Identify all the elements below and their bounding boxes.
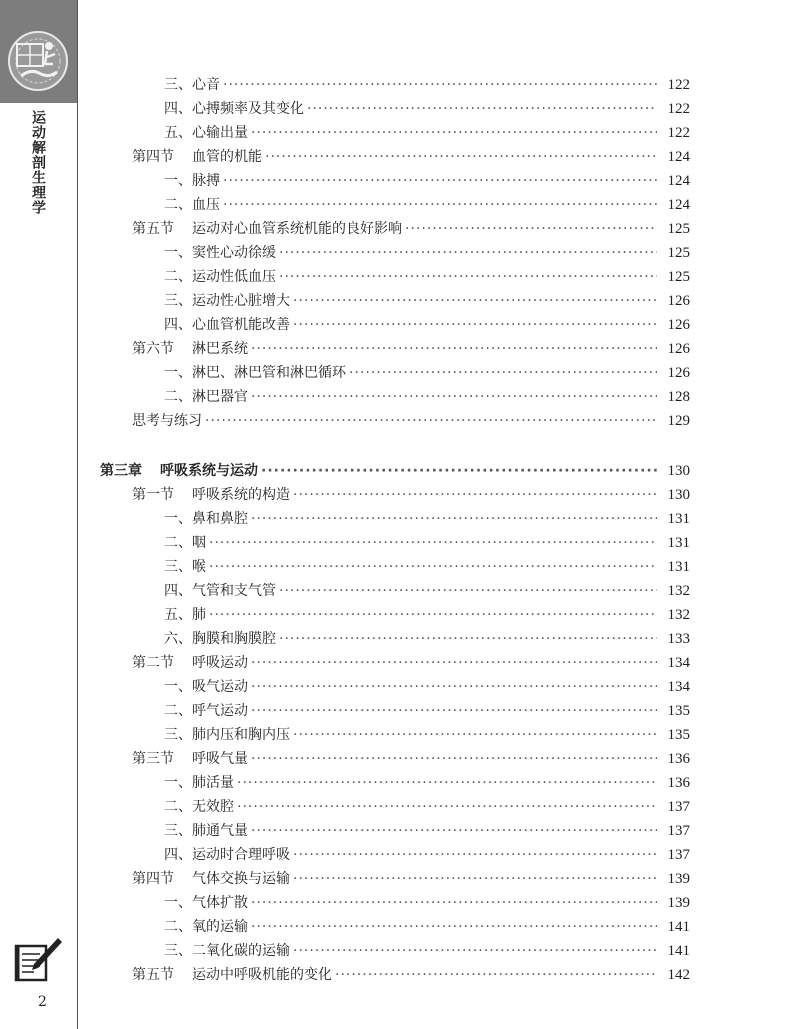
toc-page-number: 136 (667, 775, 690, 791)
toc-title: 肺内压和胸内压 (192, 727, 290, 743)
toc-leader-dots (293, 314, 657, 336)
toc-leader-dots (251, 386, 657, 408)
toc-title: 无效腔 (192, 799, 234, 815)
toc-section[interactable] (0, 964, 690, 986)
toc-number: 一、 (164, 245, 192, 261)
toc-item[interactable] (0, 700, 690, 722)
toc-leader-dots (251, 676, 657, 698)
page-number: 2 (38, 994, 47, 1010)
toc-number: 二、 (164, 535, 192, 551)
toc-leader-dots (265, 146, 657, 168)
toc-item[interactable] (0, 676, 690, 698)
toc-number: 第一节 (132, 487, 174, 503)
toc-section[interactable] (0, 748, 690, 770)
toc-title: 气体交换与运输 (192, 871, 290, 887)
toc-title: 心输出量 (192, 125, 248, 141)
toc-item[interactable] (0, 194, 690, 216)
toc-number: 四、 (164, 583, 192, 599)
toc-page-number: 125 (667, 221, 690, 237)
toc-leader-dots (251, 748, 657, 770)
toc-leader-dots (237, 772, 657, 794)
toc-section[interactable] (0, 146, 690, 168)
toc-title: 血压 (192, 197, 220, 213)
toc-item[interactable] (0, 820, 690, 842)
toc-page-number: 134 (667, 679, 690, 695)
toc-leader-dots (251, 122, 657, 144)
toc-page-number: 130 (667, 463, 690, 479)
toc-page-number: 141 (667, 943, 690, 959)
toc-leader-dots (293, 290, 657, 312)
toc-leader-dots (293, 940, 657, 962)
toc-number: 二、 (164, 919, 192, 935)
toc-title: 运动性低血压 (192, 269, 276, 285)
toc-leader-dots (293, 844, 657, 866)
toc-title: 氧的运输 (192, 919, 248, 935)
toc-title: 心血管机能改善 (192, 317, 290, 333)
toc-page-number: 135 (667, 703, 690, 719)
toc-page-number: 142 (667, 967, 690, 983)
toc-number: 第五节 (132, 221, 174, 237)
toc-leader-dots (279, 628, 657, 650)
toc-number: 一、 (164, 775, 192, 791)
toc-leader-dots (307, 98, 657, 120)
toc-leader-dots (209, 556, 657, 578)
toc-title: 喉 (192, 559, 206, 575)
toc-title: 肺通气量 (192, 823, 248, 839)
toc-number: 三、 (164, 559, 192, 575)
toc-page-number: 124 (667, 173, 690, 189)
toc-title: 呼吸系统的构造 (192, 487, 290, 503)
toc-leader-dots (223, 170, 657, 192)
toc-number: 第五节 (132, 967, 174, 983)
toc-number: 第三节 (132, 751, 174, 767)
toc-section[interactable] (0, 410, 690, 432)
toc-leader-dots (335, 964, 657, 986)
toc-item[interactable] (0, 628, 690, 650)
toc-item[interactable] (0, 580, 690, 602)
toc-section[interactable] (0, 218, 690, 240)
toc-leader-dots (237, 796, 657, 818)
toc-page-number: 126 (667, 341, 690, 357)
toc-leader-dots (251, 892, 657, 914)
toc-title: 运动对心血管系统机能的良好影响 (192, 221, 402, 237)
toc-number: 一、 (164, 679, 192, 695)
toc-title: 心搏频率及其变化 (192, 101, 304, 117)
toc-title: 吸气运动 (192, 679, 248, 695)
toc-page-number: 126 (667, 293, 690, 309)
toc-leader-dots (405, 218, 657, 240)
toc-number: 第六节 (132, 341, 174, 357)
toc-number: 一、 (164, 365, 192, 381)
toc-page-number: 132 (667, 607, 690, 623)
toc-page-number: 129 (667, 413, 690, 429)
toc-number: 四、 (164, 317, 192, 333)
toc-page-number: 131 (667, 511, 690, 527)
toc-page-number: 133 (667, 631, 690, 647)
toc-page-number: 131 (667, 535, 690, 551)
toc-item[interactable] (0, 122, 690, 144)
toc-leader-dots (251, 820, 657, 842)
toc-item[interactable] (0, 242, 690, 264)
toc-leader-dots (293, 484, 657, 506)
toc-page-number: 134 (667, 655, 690, 671)
toc-title: 呼气运动 (192, 703, 248, 719)
toc-item[interactable] (0, 940, 690, 962)
toc-title: 淋巴、淋巴管和淋巴循环 (192, 365, 346, 381)
toc-number: 二、 (164, 197, 192, 213)
toc-number: 第三章 (100, 463, 142, 479)
toc-page-number: 122 (667, 125, 690, 141)
toc-page-number: 137 (667, 799, 690, 815)
toc-page-number: 122 (667, 101, 690, 117)
toc-title: 运动性心脏增大 (192, 293, 290, 309)
toc-number: 一、 (164, 511, 192, 527)
toc-page-number: 124 (667, 197, 690, 213)
toc-leader-dots (279, 266, 657, 288)
toc-title: 心音 (192, 77, 220, 93)
toc-number: 二、 (164, 799, 192, 815)
toc-section[interactable] (0, 652, 690, 674)
toc-page-number: 125 (667, 269, 690, 285)
toc-title: 脉搏 (192, 173, 220, 189)
toc-number: 四、 (164, 101, 192, 117)
toc-number: 五、 (164, 607, 192, 623)
toc-page-number: 126 (667, 365, 690, 381)
toc-title: 肺 (192, 607, 206, 623)
toc-title: 呼吸系统与运动 (160, 463, 258, 479)
toc-page-number: 139 (667, 895, 690, 911)
toc-section[interactable] (0, 338, 690, 360)
toc-number: 一、 (164, 895, 192, 911)
toc-title: 运动时合理呼吸 (192, 847, 290, 863)
toc-number: 二、 (164, 703, 192, 719)
toc-title: 思考与练习 (132, 413, 202, 429)
toc-item[interactable] (0, 844, 690, 866)
toc-chapter[interactable] (0, 460, 690, 482)
toc-page-number: 139 (667, 871, 690, 887)
toc-leader-dots (261, 460, 657, 482)
toc-page-number: 124 (667, 149, 690, 165)
toc-section[interactable] (0, 484, 690, 506)
toc-page-number: 126 (667, 317, 690, 333)
toc-number: 三、 (164, 77, 192, 93)
toc-item[interactable] (0, 916, 690, 938)
toc-leader-dots (279, 580, 657, 602)
toc-page-number: 122 (667, 77, 690, 93)
toc-number: 五、 (164, 125, 192, 141)
toc-item[interactable] (0, 74, 690, 96)
toc-item[interactable] (0, 532, 690, 554)
toc-leader-dots (209, 604, 657, 626)
toc-number: 第四节 (132, 871, 174, 887)
toc-item[interactable] (0, 266, 690, 288)
toc-item[interactable] (0, 556, 690, 578)
toc-title: 胸膜和胸膜腔 (192, 631, 276, 647)
toc-number: 三、 (164, 727, 192, 743)
toc-page-number: 136 (667, 751, 690, 767)
toc-section[interactable] (0, 868, 690, 890)
toc-title: 鼻和鼻腔 (192, 511, 248, 527)
toc-item[interactable] (0, 290, 690, 312)
toc-item[interactable] (0, 508, 690, 530)
toc-page-number: 131 (667, 559, 690, 575)
toc-leader-dots (223, 74, 657, 96)
toc-number: 三、 (164, 293, 192, 309)
toc-item[interactable] (0, 796, 690, 818)
toc-title: 呼吸气量 (192, 751, 248, 767)
toc-item[interactable] (0, 314, 690, 336)
toc-item[interactable] (0, 604, 690, 626)
toc-title: 二氧化碳的运输 (192, 943, 290, 959)
toc-number: 六、 (164, 631, 192, 647)
toc-page-number: 141 (667, 919, 690, 935)
toc-number: 第四节 (132, 149, 174, 165)
toc-page-number: 130 (667, 487, 690, 503)
toc-leader-dots (251, 338, 657, 360)
toc-item[interactable] (0, 892, 690, 914)
toc-page-number: 125 (667, 245, 690, 261)
toc-number: 四、 (164, 847, 192, 863)
book-title-vertical: 运动解剖生理学 (30, 110, 46, 215)
toc-title: 气管和支气管 (192, 583, 276, 599)
toc-title: 咽 (192, 535, 206, 551)
toc-leader-dots (209, 532, 657, 554)
toc-leader-dots (223, 194, 657, 216)
toc-page-number: 132 (667, 583, 690, 599)
toc-leader-dots (251, 916, 657, 938)
toc-item[interactable] (0, 386, 690, 408)
toc-item[interactable] (0, 724, 690, 746)
toc-leader-dots (279, 242, 657, 264)
toc-title: 淋巴系统 (192, 341, 248, 357)
toc-title: 窦性心动徐缓 (192, 245, 276, 261)
toc-number: 一、 (164, 173, 192, 189)
toc-number: 第二节 (132, 655, 174, 671)
toc-item[interactable] (0, 772, 690, 794)
toc-title: 肺活量 (192, 775, 234, 791)
toc-leader-dots (251, 652, 657, 674)
toc-page-number: 135 (667, 727, 690, 743)
toc-number: 三、 (164, 823, 192, 839)
toc-leader-dots (251, 700, 657, 722)
toc-leader-dots (349, 362, 657, 384)
toc-leader-dots (293, 868, 657, 890)
toc-item[interactable] (0, 362, 690, 384)
toc-title: 气体扩散 (192, 895, 248, 911)
toc-leader-dots (205, 410, 657, 432)
toc-page-number: 137 (667, 847, 690, 863)
toc-title: 血管的机能 (192, 149, 262, 165)
toc-item[interactable] (0, 170, 690, 192)
toc-title: 淋巴器官 (192, 389, 248, 405)
toc-number: 二、 (164, 269, 192, 285)
toc-number: 三、 (164, 943, 192, 959)
toc-page-number: 137 (667, 823, 690, 839)
toc-number: 二、 (164, 389, 192, 405)
toc-title: 运动中呼吸机能的变化 (192, 967, 332, 983)
toc-leader-dots (293, 724, 657, 746)
toc-item[interactable] (0, 98, 690, 120)
toc-title: 呼吸运动 (192, 655, 248, 671)
toc-page-number: 128 (667, 389, 690, 405)
toc-leader-dots (251, 508, 657, 530)
